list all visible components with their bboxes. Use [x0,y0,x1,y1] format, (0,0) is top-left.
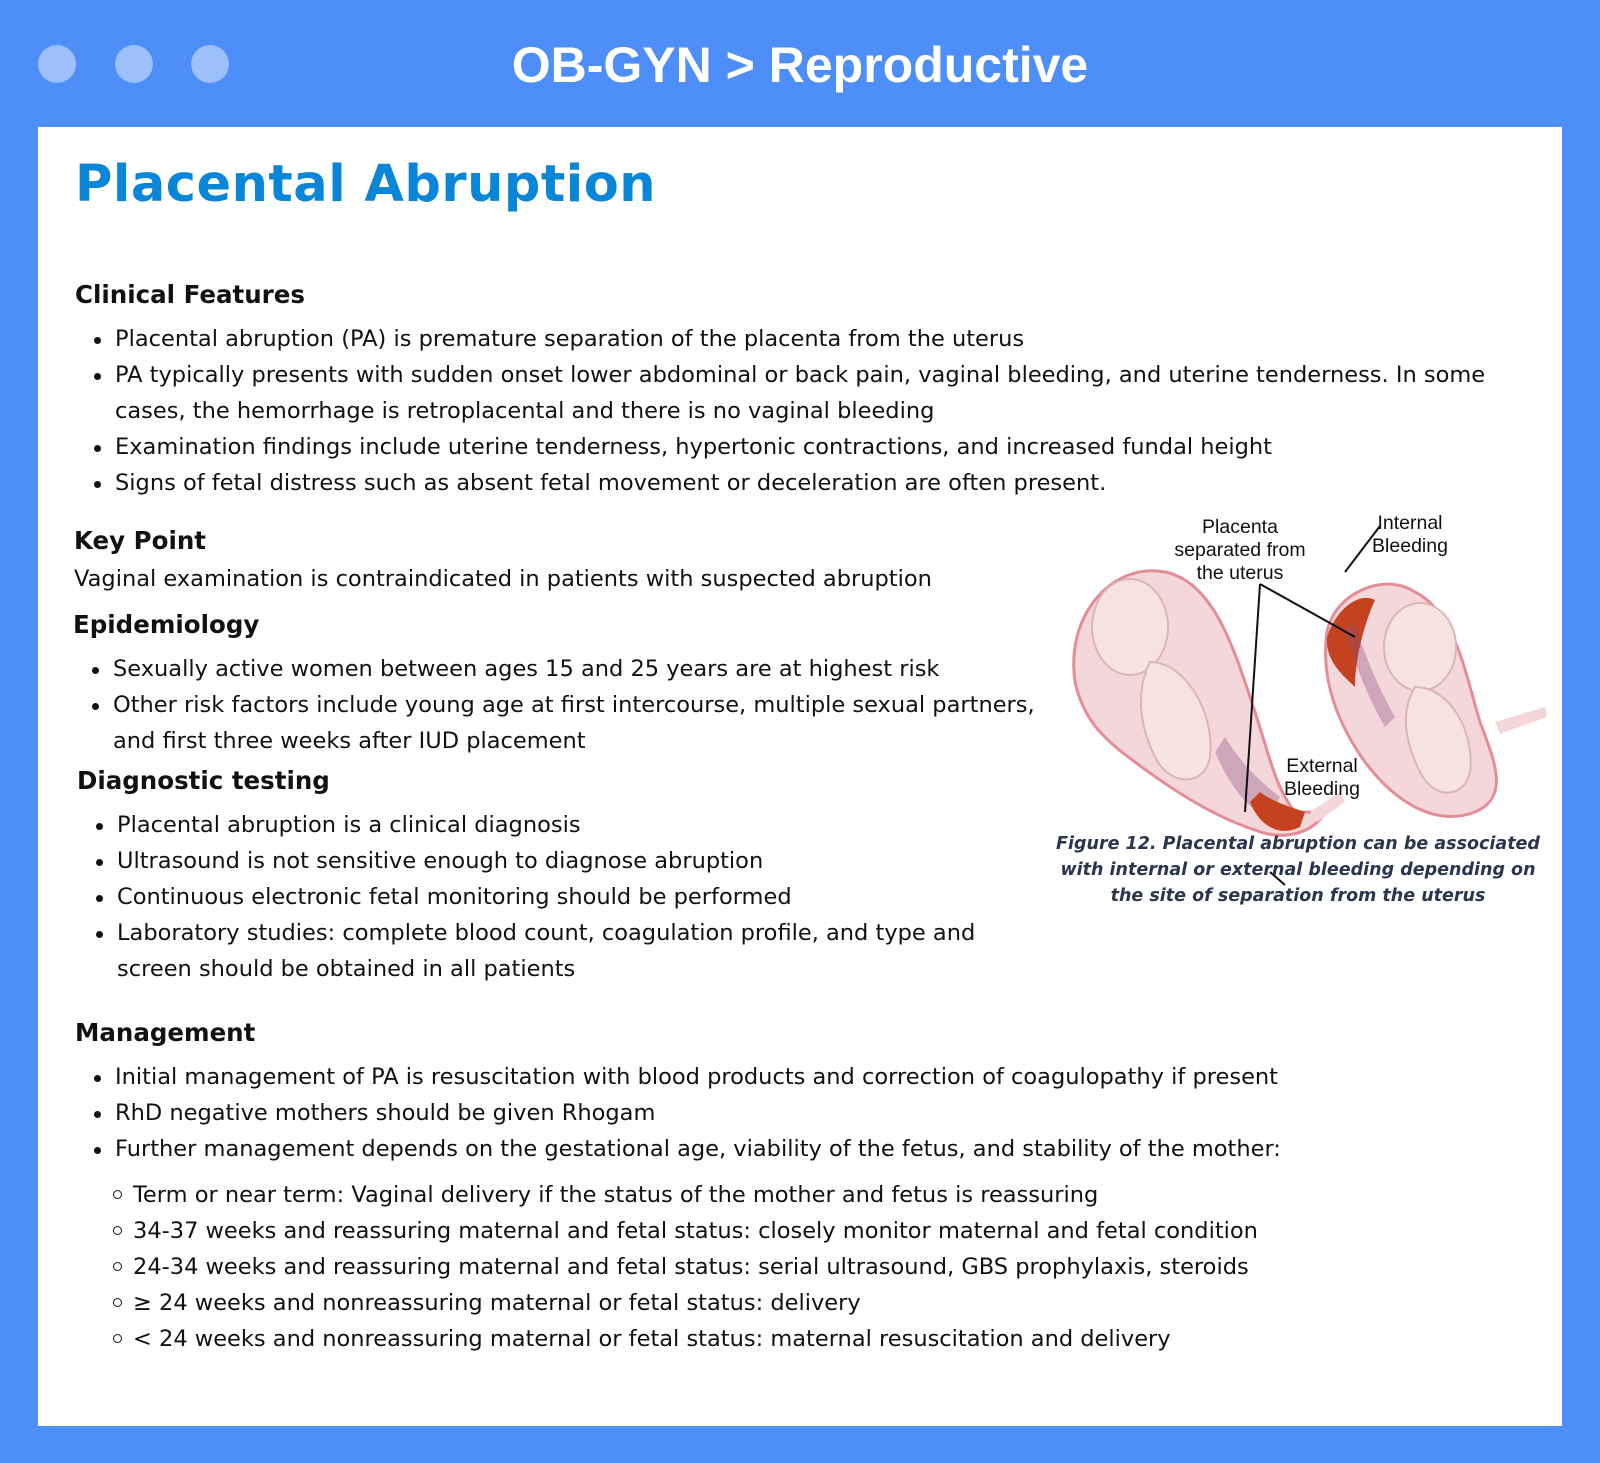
list-item: Signs of fetal distress such as absent fetal movement or deceleration are often present. [75,465,1495,501]
cervix-right-shape [1495,707,1547,734]
bullet-icon [94,1147,101,1154]
list-item: PA typically presents with sudden onset lower abdominal or back pain, vaginal bleeding, and uterine tenderness. In some cases, the hemorrhage is retroplacental and there is no vaginal bleeding [75,357,1495,429]
section-heading: Management [75,1018,256,1047]
key-point-text: Vaginal examination is contraindicated in patients with suspected abruption [74,566,932,592]
window-titlebar [0,0,1600,128]
list-item: Laboratory studies: complete blood count, coagulation profile, and type and screen should be obtained in all patients [77,915,1052,987]
bullet-icon [94,1111,101,1118]
section-heading: Key Point [74,526,207,555]
figure-label-external: External Bleeding [1284,755,1360,800]
list-item: Other risk factors include young age at first intercourse, multiple sexual partners, and first three weeks after IUD placement [73,687,1048,759]
list-item: Sexually active women between ages 15 and 25 years are at highest risk [73,651,1048,687]
management-section [75,1015,1515,1357]
circle-bullet-icon [113,1262,122,1271]
figure-caption: Figure 12. Placental abruption can be associated with internal or external bleeding depending on the site of separation from the uterus [1056,834,1540,906]
bullet-icon [92,703,99,710]
list-item: Placental abruption (PA) is premature separation of the placenta from the uterus [75,321,1495,357]
page-title: Placental Abruption [75,155,657,214]
bullet-icon [96,895,103,902]
bullet-icon [94,445,101,452]
circle-bullet-icon [113,1334,122,1343]
sub-list-item: Term or near term: Vaginal delivery if the status of the mother and fetus is reassuring [75,1177,1515,1213]
list-item: Initial management of PA is resuscitation with blood products and correction of coagulopathy if present [75,1059,1515,1095]
list-item: Ultrasound is not sensitive enough to diagnose abruption [77,843,1052,879]
circle-bullet-icon [113,1226,122,1235]
sub-list-item: < 24 weeks and nonreassuring maternal or fetal status: maternal resuscitation and delivery [75,1321,1515,1357]
section-heading: Clinical Features [75,280,305,309]
breadcrumb: OB-GYN > Reproductive [511,37,1089,93]
epidemiology-section [73,607,1048,759]
section-heading: Epidemiology [73,610,260,639]
bullet-icon [96,931,103,938]
sub-list-item: ≥ 24 weeks and nonreassuring maternal or fetal status: delivery [75,1285,1515,1321]
list-item: Placental abruption is a clinical diagnosis [77,807,1052,843]
list-item: Continuous electronic fetal monitoring should be performed [77,879,1052,915]
fetus-head-right [1384,603,1456,691]
diagnostic-testing-section [77,763,1052,987]
list-item: RhD negative mothers should be given Rhogam [75,1095,1515,1131]
bullet-icon [94,337,101,344]
bullet-icon [94,481,101,488]
bullet-icon [92,667,99,674]
key-point-section [74,523,1024,597]
circle-bullet-icon [113,1190,122,1199]
content-panel [38,127,1562,1426]
list-item: Further management depends on the gestational age, viability of the fetus, and stability of the mother: [75,1131,1515,1167]
sub-list-item: 34-37 weeks and reassuring maternal and fetal status: closely monitor maternal and fetal condition [75,1213,1515,1249]
bullet-icon [96,859,103,866]
circle-bullet-icon [113,1298,122,1307]
figure-label-placenta: Placenta separated from the uterus [1174,516,1306,584]
fetus-head-left [1092,579,1168,675]
section-heading: Diagnostic testing [77,766,330,795]
bullet-icon [94,373,101,380]
bullet-icon [94,1075,101,1082]
figure-label-internal: Internal Bleeding [1372,512,1448,557]
sub-list-item: 24-34 weeks and reassuring maternal and fetal status: serial ultrasound, GBS prophylaxis, steroids [75,1249,1515,1285]
list-item: Examination findings include uterine tenderness, hypertonic contractions, and increased fundal height [75,429,1495,465]
clinical-features-section [75,277,1495,501]
bullet-icon [96,823,103,830]
